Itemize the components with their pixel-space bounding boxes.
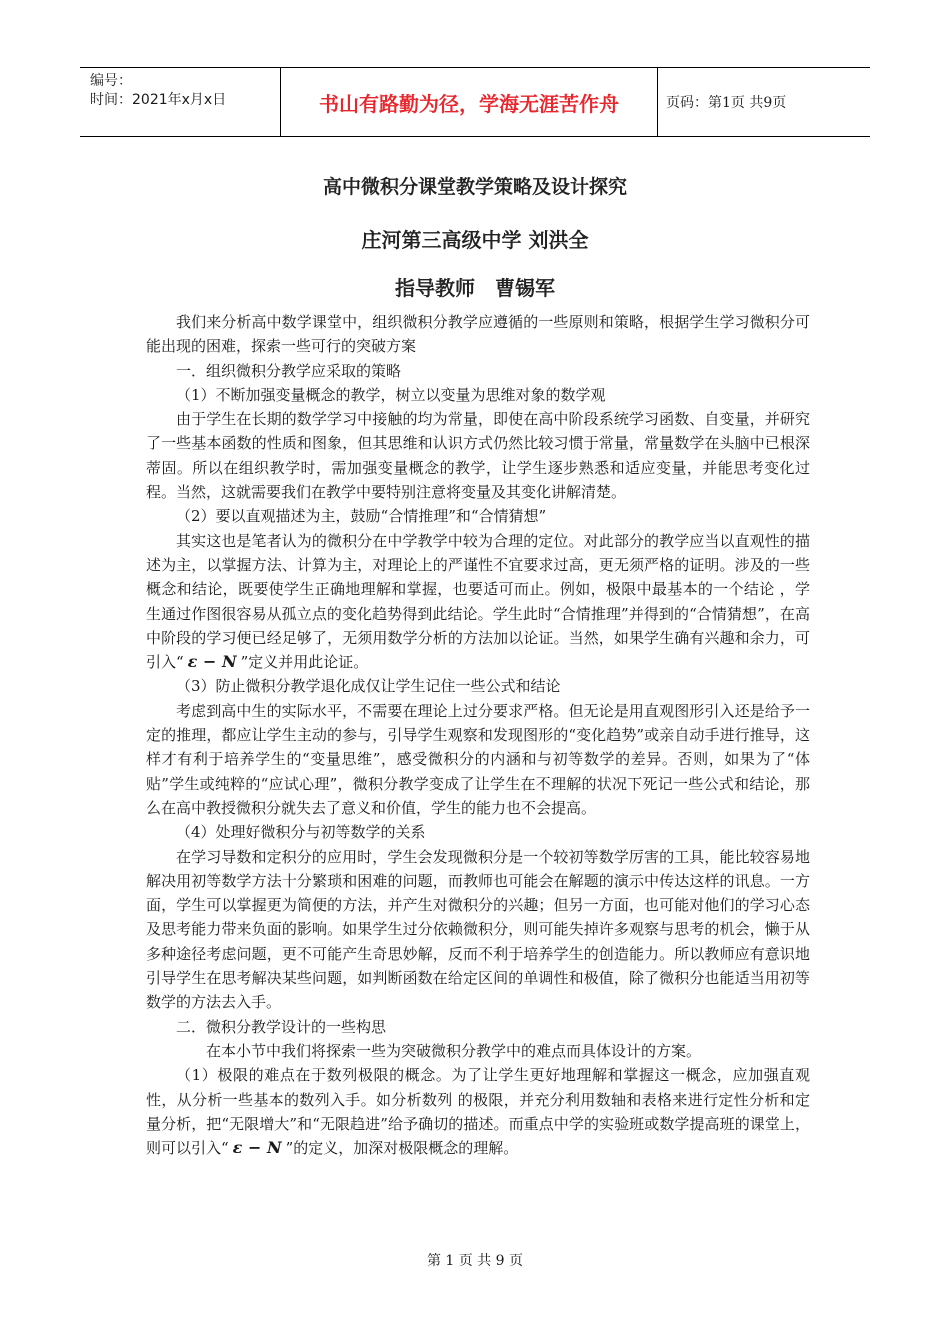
header-motto: 书山有路勤为径，学海无涯苦作舟 xyxy=(280,68,658,136)
epsilon-n-symbol-2: ε − N xyxy=(232,1138,282,1158)
date-label: 时间：2021年x月x日 xyxy=(90,92,227,108)
header-table xyxy=(80,67,870,137)
paragraph-6-end: ”的定义，加深对极限概念的理解。 xyxy=(285,1139,519,1158)
subheading-1: （1）不断加强变量概念的教学，树立以变量为思维对象的数学观 xyxy=(176,385,606,404)
subheading-3: （3）防止微积分教学退化成仅让学生记住一些公式和结论 xyxy=(176,677,561,696)
paragraph-3: 考虑到高中生的实际水平，不需要在理论上过分要求严格。但无论是用直观图形引入还是给予一定的推理，都应让学生主动的参与，引导学生观察和发现图形的“变化趋势”或亲自动手进行推导，这样才有利于培养学生的“变量思维”，感受微积分的内涵和与初等数学的差异。否则，如果为了“体贴”学生或纯粹的“应试心理”，微积分教学变成了让学生在不理解的状况下死记一些公式和结论，那么在高中教授微积分就失去了意义和价值，学生的能力也不会提高。 xyxy=(146,701,810,817)
document-body xyxy=(146,310,810,1160)
author-line: 庄河第三高级中学 刘洪全 xyxy=(361,228,589,252)
paragraph-6 xyxy=(146,1063,810,1160)
document-title: 高中微积分课堂教学策略及设计探究 xyxy=(322,176,627,198)
paragraph-1: 由于学生在长期的数学学习中接触的均为常量，即使在高中阶段系统学习函数、自变量，并研究了一些基本函数的性质和图象，但其思维和认识方式仍然比较习惯于常量，常量数学在头脑中已根深蒂固。所以在组织教学时，需加强变量概念的教学，让学生逐步熟悉和适应变量，并能思考变化过程。当然，这就需要我们在教学中要特别注意将变量及其变化讲解清楚。 xyxy=(146,410,810,502)
paragraph-intro: 我们来分析高中数学课堂中，组织微积分教学应遵循的一些原则和策略，根据学生学习微积分可能出现的困难，探索一些可行的突破方案 xyxy=(146,313,810,356)
header-meta xyxy=(80,68,280,136)
header-page-info: 页码：第1页 共9页 xyxy=(666,95,787,111)
paragraph-6-text: （1）极限的难点在于数列极限的概念。为了让学生更好地理解和掌握这一概念，应加强直观性，从分析一些基本的数列入手。如分析数列 的极限，并充分利用数轴和表格来进行定性分析和定量分析，把“无限增大”和“无限趋进”给予确切的描述。而重点中学的实验班或数学提高班的课堂上，则可以引入“ xyxy=(146,1066,810,1158)
subheading-4: （4）处理好微积分与初等数学的关系 xyxy=(176,823,426,842)
advisor-line: 指导教师 曹锡军 xyxy=(395,276,555,300)
paragraph-5: 在本小节中我们将探索一些为突破微积分教学中的难点而具体设计的方案。 xyxy=(206,1041,702,1060)
section-heading-2: 二．微积分教学设计的一些构思 xyxy=(176,1017,387,1036)
paragraph-2-text: 其实这也是笔者认为的微积分在中学教学中较为合理的定位。对此部分的教学应当以直观性的描述为主，以掌握方法、计算为主，对理论上的严谨性不宜要求过高，更无须严格的证明。涉及的一些概念和结论，既要使学生正确地理解和掌握，也要适可而止。例如，极限中最基本的一个结论 ，学生通过作图很容易从孤立点的变化趋势得到此结论。学生此时“合情推理”并得到的“合情猜想”，在高中阶段的学习便已经足够了，无须用数学分析的方法加以论证。当然，如果学生确有兴趣和余力，可引入“ xyxy=(146,531,810,672)
page-footer: 第 1 页 共 9 页 xyxy=(426,1253,524,1269)
epsilon-n-symbol: ε − N xyxy=(187,652,237,672)
paragraph-4: 在学习导数和定积分的应用时，学生会发现微积分是一个较初等数学厉害的工具，能比较容易地解决用初等数学方法十分繁琐和困难的问题，而教师也可能会在解题的演示中传达这样的讯息。一方面，学生可以掌握更为简便的方法，并产生对微积分的兴趣；但另一方面，也可能对他们的学习心态及思考能力带来负面的影响。如果学生过分依赖微积分，则可能失掉许多观察与思考的机会，懒于从多种途径考虑问题，更不可能产生奇思妙解，反而不利于培养学生的创造能力。所以教师应有意识地引导学生在思考解决某些问题，如判断函数在给定区间的单调性和极值，除了微积分也能适当用初等数学的方法去入手。 xyxy=(146,847,810,1012)
paragraph-2 xyxy=(146,529,810,675)
number-label: 编号： xyxy=(90,73,132,89)
section-heading-1: 一．组织微积分教学应采取的策略 xyxy=(176,361,402,380)
subheading-2: （2）要以直观描述为主，鼓励“合情推理”和“合情猜想” xyxy=(176,507,547,526)
paragraph-2-end: ”定义并用此论证。 xyxy=(240,653,369,672)
